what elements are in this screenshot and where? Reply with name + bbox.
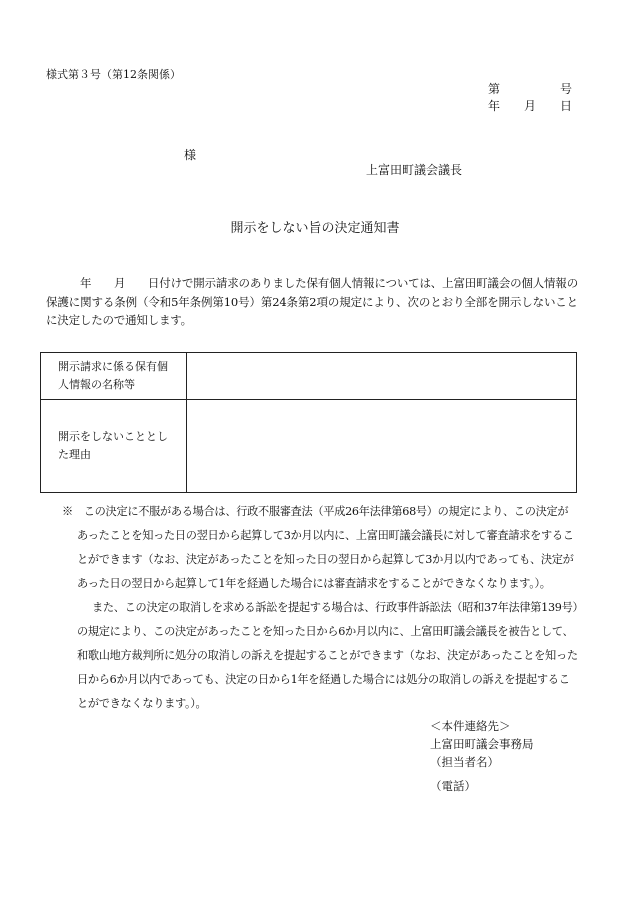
row-label-information-name: 開示請求に係る保有個人情報の名称等 — [41, 353, 187, 400]
document-title: 開示をしない旨の決定通知書 — [230, 221, 400, 236]
notes-section — [62, 500, 578, 716]
recipient-suffix: 様 — [184, 148, 197, 162]
document-number-line: 第 号 — [488, 82, 573, 96]
note-lawsuit: また、この決定の取消しを求める訴訟を提起する場合は、行政事件訴訟法（昭和37年法律第139号）の規定により、この決定があったことを知った日から6か月以内に、上富田町議会議長を被告として、和歌山地方裁判所に処分の取消しの訴えを提起することができます（なお、決定があったことを知った日から6か月以内であっても、決定の日から1年を経過した場合には処分の取消しの訴えを提起することができなくなります。）。 — [77, 601, 578, 710]
contact-office: 上富田町議会事務局 — [430, 737, 534, 751]
row-label-reason: 開示をしないこととした理由 — [41, 400, 187, 493]
form-number: 様式第３号（第12条関係） — [46, 68, 181, 81]
contact-heading: ＜本件連絡先＞ — [430, 719, 511, 733]
table-row — [41, 400, 577, 493]
contact-block — [430, 717, 534, 795]
row-value-reason — [187, 400, 577, 493]
row-value-information-name — [187, 353, 577, 400]
table-row — [41, 353, 577, 400]
note-appeal: ※ この決定に不服がある場合は、行政不服審査法（平成26年法律第68号）の規定により、この決定があったことを知った日の翌日から起算して3か月以内に、上富田町議会議長に対して審査請求をすることができます（なお、決定があったことを知った日の翌日から起算して3か月以内であっても、決定があった日の翌日から起算して1年を経過した場合には審査請求をすることができなくなります。）。 — [62, 505, 574, 590]
info-table — [40, 352, 577, 493]
sender-name: 上富田町議会議長 — [366, 163, 463, 177]
contact-person: （担当者名） — [430, 755, 499, 769]
contact-phone: （電話） — [430, 779, 476, 793]
document-date-line: 年 月 日 — [488, 99, 573, 113]
body-paragraph: 年 月 日付けで開示請求のありました保有個人情報については、上富田町議会の個人情報の保護に関する条例（令和5年条例第10号）第24条第2項の規定により、次のとおり全部を開示しないことに決定したので通知します。 — [46, 276, 578, 327]
